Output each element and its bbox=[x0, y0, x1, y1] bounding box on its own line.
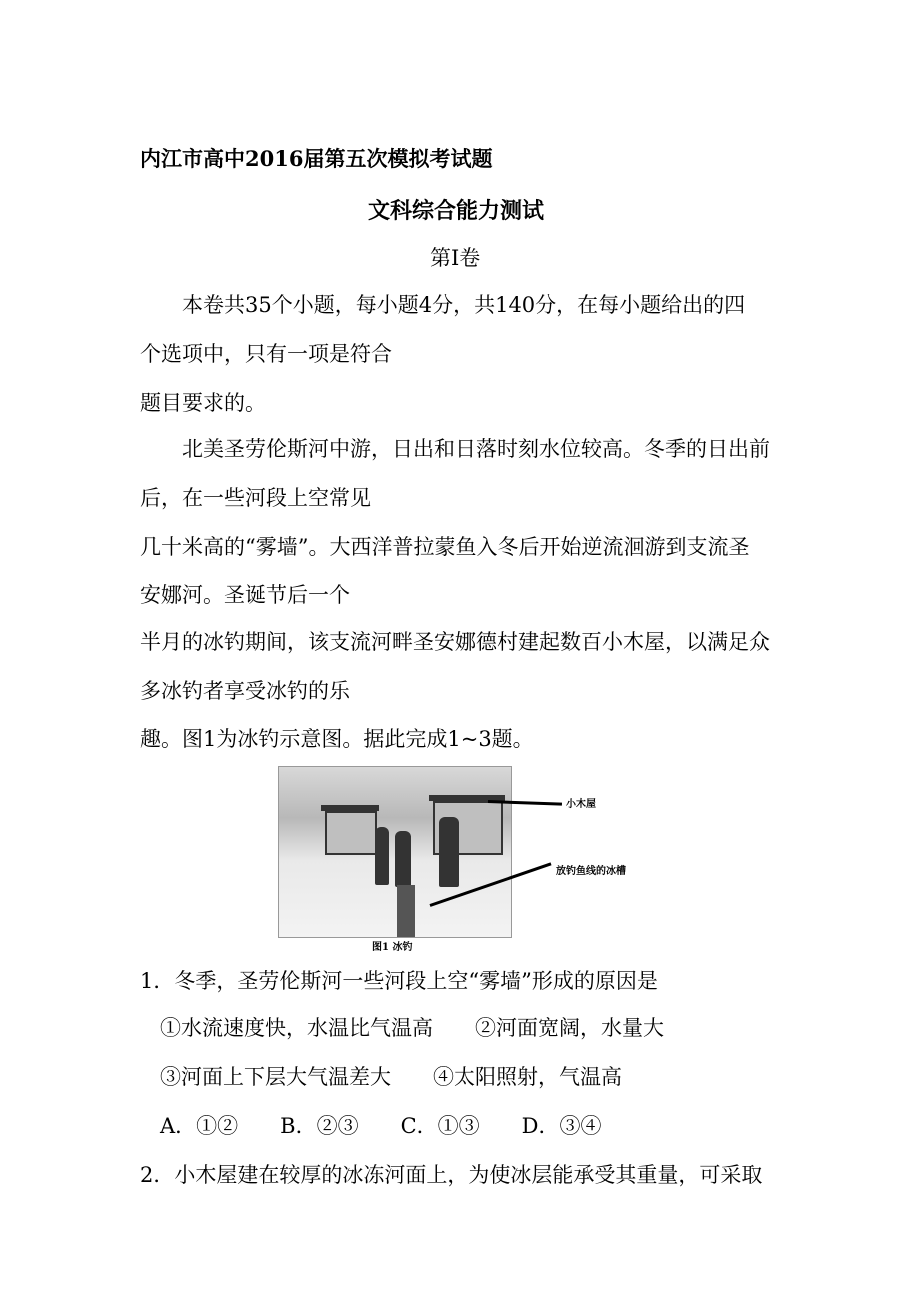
passage-line-1: 北美圣劳伦斯河中游，日出和日落时刻水位较高。冬季的日出前 bbox=[182, 437, 770, 461]
figure-caption: 图1 冰钓 bbox=[372, 942, 413, 953]
ice-fishing-photo bbox=[278, 766, 512, 938]
instructions-line-2: 个选项中，只有一项是符合 bbox=[140, 342, 392, 366]
passage-line-7: 趣。图1为冰钓示意图。据此完成1~3题。 bbox=[140, 727, 534, 751]
paper-subtitle: 文科综合能力测试 bbox=[368, 198, 545, 224]
exam-title: 内江市高中2016届第五次模拟考试题 bbox=[140, 146, 493, 171]
figure-label-hut: 小木屋 bbox=[566, 799, 596, 810]
ice-trough bbox=[397, 885, 415, 937]
question-1-statements-2: ③河面上下层大气温差大 ④太阳照射，气温高 bbox=[160, 1065, 622, 1089]
fisher-2 bbox=[395, 831, 411, 887]
question-1-options: A．①② B．②③ C．①③ D．③④ bbox=[160, 1114, 602, 1138]
figure-label-trough: 放钓鱼线的冰槽 bbox=[556, 866, 626, 877]
question-1-stem: 1．冬季，圣劳伦斯河一些河段上空“雾墙”形成的原因是 bbox=[140, 969, 658, 993]
passage-line-4: 安娜河。圣诞节后一个 bbox=[140, 583, 350, 607]
question-2-stem: 2．小木屋建在较厚的冰冻河面上，为使冰层能承受其重量，可采取 bbox=[140, 1163, 763, 1187]
passage-line-2: 后，在一些河段上空常见 bbox=[140, 486, 371, 510]
fisher-1 bbox=[375, 827, 389, 885]
hut-left bbox=[325, 811, 377, 855]
passage-line-5: 半月的冰钓期间，该支流河畔圣安娜德村建起数百小木屋，以满足众 bbox=[140, 630, 770, 654]
fisher-3 bbox=[439, 817, 459, 887]
passage-line-3: 几十米高的“雾墙”。大西洋普拉蒙鱼入冬后开始逆流洄游到支流圣 bbox=[140, 535, 750, 559]
volume-label: 第I卷 bbox=[430, 246, 481, 270]
instructions-line-3: 题目要求的。 bbox=[140, 391, 266, 415]
instructions-line-1: 本卷共35个小题，每小题4分，共140分，在每小题给出的四 bbox=[182, 293, 746, 317]
passage-line-6: 多冰钓者享受冰钓的乐 bbox=[140, 679, 350, 703]
question-1-statements-1: ①水流速度快，水温比气温高 ②河面宽阔，水量大 bbox=[160, 1016, 664, 1040]
